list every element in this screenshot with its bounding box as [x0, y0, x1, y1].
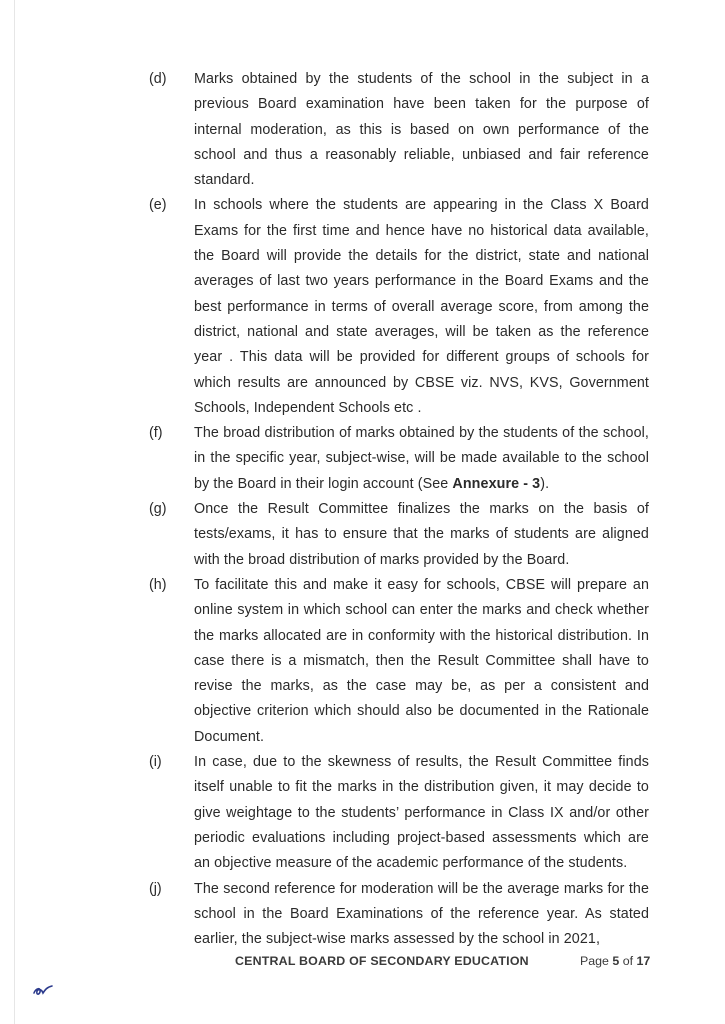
list-item-g: [0, 497, 725, 573]
item-label: (j): [149, 880, 162, 897]
item-label: (f): [149, 425, 163, 442]
list-item-h: [0, 573, 725, 750]
item-text: To facilitate this and make it easy for schools, CBSE will prepare an online system in which school can enter the marks and check whether the marks allocated are in conformity with the historical distribution. In case there is a mismatch, then the Result Committee shall have to revise the marks, as the case may be, as per a consistent and objective criterion which should also be documented in the Rationale Document.: [194, 576, 649, 745]
item-text: Once the Result Committee finalizes the marks on the basis of tests/exams, it has to ensure that the marks of students are aligned with the broad distribution of marks provided by the Board.: [194, 501, 649, 568]
page-total: 17: [636, 954, 651, 968]
footer-organization: CENTRAL BOARD OF SECONDARY EDUCATION: [235, 954, 529, 968]
list-item-i: [0, 750, 725, 876]
item-label: (h): [149, 576, 167, 593]
item-text: Marks obtained by the students of the school in the subject in a previous Board examination have been taken for the purpose of internal moderation, as this is based on own performance of the school and thus a reasonably reliable, unbiased and fair reference standard.: [194, 71, 649, 189]
item-label: (e): [149, 197, 167, 214]
page-of: of: [619, 954, 637, 968]
list-item-j: [0, 877, 725, 953]
item-text: In case, due to the skewness of results, the Result Committee finds itself unable to fit the marks in the distribution given, it may decide to give weightage to the students’ performance in Class IX and/or other periodic evaluations including project-based assessments which are an objective measure of the academic performance of the students.: [194, 754, 649, 872]
item-label: (i): [149, 754, 162, 771]
item-text: [194, 421, 649, 497]
item-label: (g): [149, 501, 167, 518]
page-prefix: Page: [580, 954, 613, 968]
list-item-f: [0, 421, 725, 497]
list-item-e: [0, 193, 725, 421]
handwritten-initials-mark: [32, 982, 54, 998]
page-current: 5: [612, 954, 620, 968]
item-label: (d): [149, 71, 167, 87]
annexure-reference: Annexure - 3: [452, 475, 541, 492]
item-text-part: The broad distribution of marks obtained by the students of the school, in the specific year, subject-wise, will be made available to the school by the Board in their login account (See: [194, 425, 649, 492]
item-text: The second reference for moderation will be the average marks for the school in the Board Examinations of the reference year. As stated earlier, the subject-wise marks assessed by the school in 2021,: [194, 880, 649, 948]
list-item-d: [0, 67, 725, 193]
item-list: [0, 67, 725, 952]
item-text: In schools where the students are appearing in the Class X Board Exams for the first time and hence have no historical data available, the Board will provide the details for the district, state and national averages of last two years performance in the Board Exams and the best performance in terms of overall average score, from among the district, national and state averages, will be taken as the reference year . This data will be provided for different groups of schools for which results are announced by CBSE viz. NVS, KVS, Government Schools, Independent Schools etc .: [194, 197, 649, 416]
item-text-part: ).: [540, 475, 550, 492]
page-number: [580, 954, 650, 968]
page-footer: [0, 954, 725, 974]
